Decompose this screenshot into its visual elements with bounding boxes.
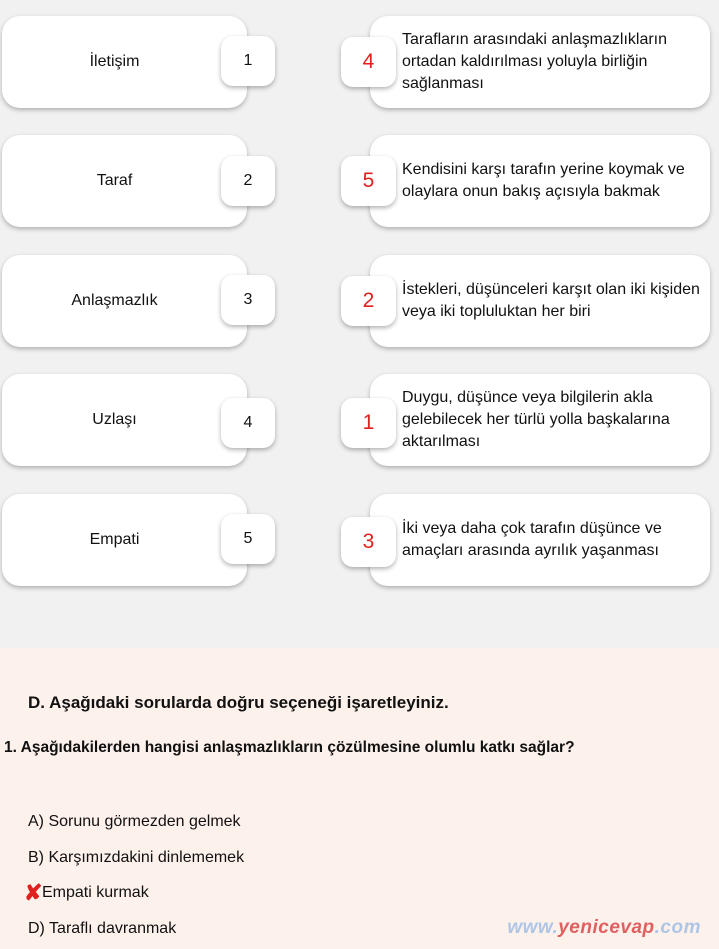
answer-box[interactable]: 2 xyxy=(341,276,396,326)
definition-card-5 xyxy=(370,494,710,586)
term-number-box: 3 xyxy=(221,275,275,325)
answer-box[interactable]: 4 xyxy=(341,37,396,87)
definition-card-3 xyxy=(370,255,710,347)
term-card-1 xyxy=(2,16,247,108)
term-number-box: 2 xyxy=(221,156,275,206)
term-card-4 xyxy=(2,374,247,466)
option-label: D) Taraflı davranmak xyxy=(28,920,177,937)
definition-text: İki veya daha çok tarafın düşünce ve amaçları arasında ayrılık yaşanması xyxy=(402,520,662,559)
watermark xyxy=(507,917,701,939)
term-label: Anlaşmazlık xyxy=(71,292,158,309)
term-label: İletişim xyxy=(89,53,140,70)
watermark-prefix: www. xyxy=(507,917,559,938)
answer-box[interactable]: 3 xyxy=(341,517,396,567)
option-label: Empati kurmak xyxy=(42,884,149,901)
option-label: B) Karşımızdakini dinlememek xyxy=(28,849,245,866)
x-mark-icon: ✘ xyxy=(24,880,43,905)
watermark-suffix: .com xyxy=(654,917,701,938)
definition-card-2 xyxy=(370,135,710,227)
option-b[interactable] xyxy=(28,849,244,867)
watermark-brand: yenicevap xyxy=(558,917,655,938)
definition-text: İstekleri, düşünceleri karşıt olan iki kişiden veya iki topluluktan her biri xyxy=(402,281,700,320)
term-card-5 xyxy=(2,494,247,586)
definition-text: Kendisini karşı tarafın yerine koymak ve olaylara onun bakış açısıyla bakmak xyxy=(402,161,685,200)
term-number-box: 1 xyxy=(221,36,275,86)
term-label: Taraf xyxy=(96,172,133,189)
question-text: 1. Aşağıdakilerden hangisi anlaşmazlıkların çözülmesine olumlu katkı sağlar? xyxy=(4,739,575,756)
option-a[interactable] xyxy=(28,813,241,831)
term-number-box: 5 xyxy=(221,514,275,564)
definition-text: Duygu, düşünce veya bilgilerin akla gelebilecek her türlü yolla başkalarına aktarılması xyxy=(402,389,670,450)
section-heading: D. Aşağıdaki sorularda doğru seçeneği işaretleyiniz. xyxy=(28,693,449,712)
term-label: Empati xyxy=(89,531,140,548)
definition-card-4 xyxy=(370,374,710,466)
answer-box[interactable]: 5 xyxy=(341,156,396,206)
term-number-box: 4 xyxy=(221,398,275,448)
option-d[interactable] xyxy=(28,920,176,938)
option-label: A) Sorunu görmezden gelmek xyxy=(28,813,241,830)
answer-box[interactable]: 1 xyxy=(341,398,396,448)
term-card-2 xyxy=(2,135,247,227)
definition-card-1 xyxy=(370,16,710,108)
definition-text: Tarafların arasındaki anlaşmazlıkların ortadan kaldırılması yoluyla birliğin sağlanması xyxy=(402,31,668,92)
term-label: Uzlaşı xyxy=(92,411,137,428)
option-c[interactable] xyxy=(24,880,149,905)
term-card-3 xyxy=(2,255,247,347)
